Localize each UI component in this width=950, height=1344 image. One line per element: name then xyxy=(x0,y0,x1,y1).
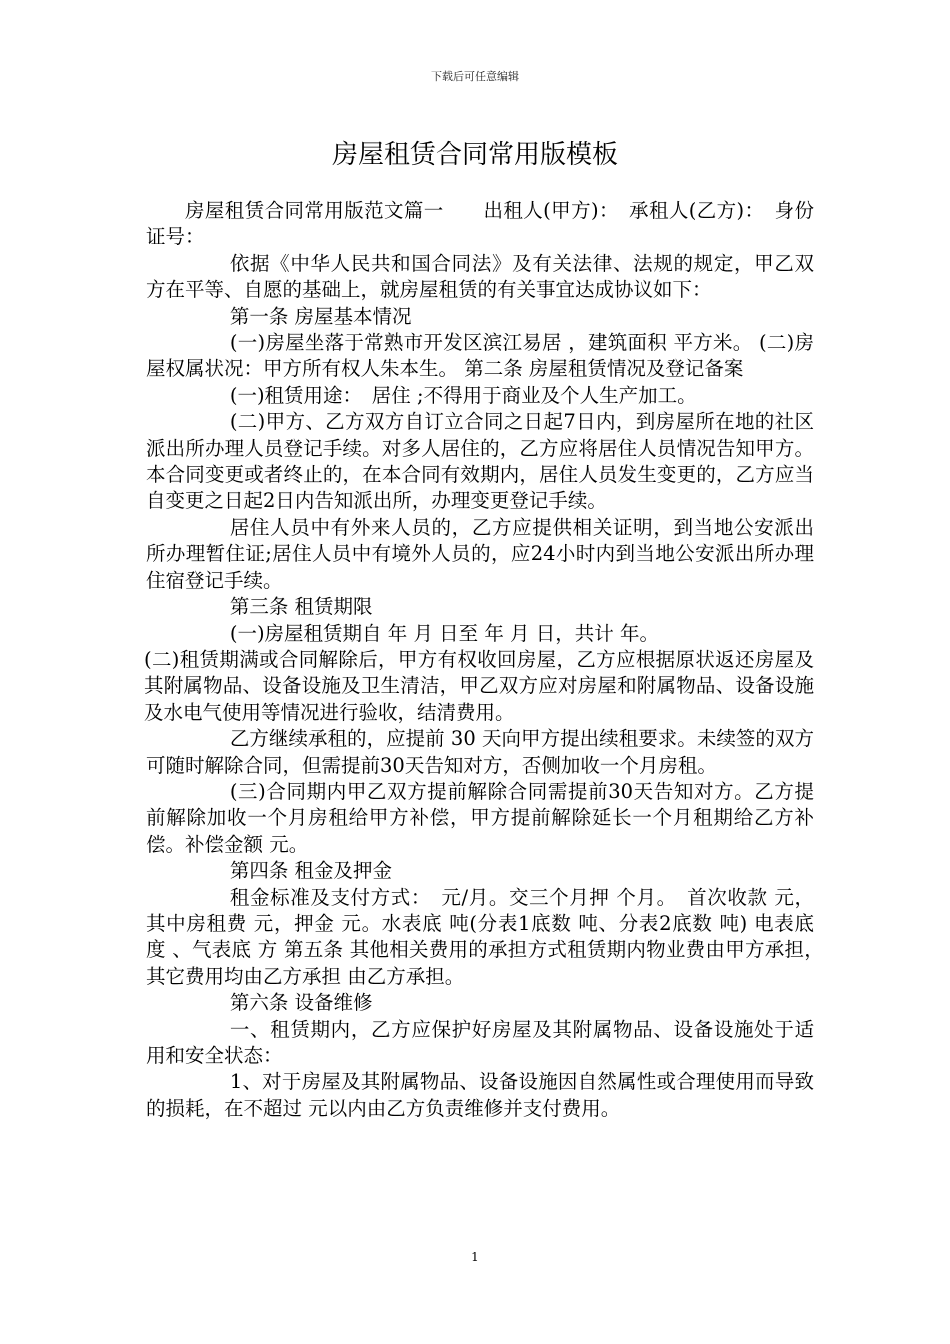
document-title: 房屋租赁合同常用版模板 xyxy=(331,140,618,170)
article-heading-4: 第四条 租金及押金 xyxy=(229,859,393,883)
paragraph-registration: (二)甲方、乙方双方自订立合同之日起7日内，到房屋所在地的社区派出所办理人员登记手续。对多人居住的，乙方应将居住人员情况告知甲方。本合同变更或者终止的，在本合同有效期内，居住人员发生变更的，乙方应当自变更之日起2日内告知派出所，办理变更登记手续。 xyxy=(146,410,814,513)
article-heading-1: 第一条 房屋基本情况 xyxy=(229,304,412,328)
paragraph-intro: 房屋租赁合同常用版范文篇一 出租人(甲方)： 承租人(乙方)： 身份证号： xyxy=(146,199,814,249)
paragraph-rent: 租金标准及支付方式： 元/月。交三个月押 个月。 首次收款 元，其中房租费 元，押金 元。水表底 吨(分表1底数 吨、分表2底数 吨) 电表底 度 、气表底 方 第五条 其他相关费用的承担方式租赁期内物业费由甲方承担， 其它费用均由乙方承担 由乙方承担。 xyxy=(146,885,834,988)
article-heading-6: 第六条 设备维修 xyxy=(229,991,373,1015)
paragraph-expiry: (二)租赁期满或合同解除后，甲方有权收回房屋，乙方应根据原状返还房屋及其附属物品、设备设施及卫生清洁，甲乙双方应对房屋和附属物品、设备设施及水电气使用等情况进行验收，结清费用。 xyxy=(144,647,814,724)
paragraph-renewal: 乙方继续承租的，应提前 30 天向甲方提出续租要求。未续签的双方可随时解除合同，但需提前30天告知对方，否侧加收一个月房租。 xyxy=(146,727,814,777)
paragraph-location: (一)房屋坐落于常熟市开发区滨江易居 ，建筑面积 平方米。 (二)房屋权属状况：甲方所有权人朱本生。 第二条 房屋租赁情况及登记备案 xyxy=(146,331,814,381)
header-note: 下载后可任意编辑 xyxy=(431,70,519,83)
paragraph-basis: 依据《中华人民共和国合同法》及有关法律、法规的规定，甲乙双方在平等、自愿的基础上，就房屋租赁的有关事宜达成协议如下： xyxy=(146,251,814,302)
paragraph-wear: 1、对于房屋及其附属物品、设备设施因自然属性或合理使用而导致的损耗，在不超过 元以内由乙方负责维修并支付费用。 xyxy=(146,1070,814,1120)
article-heading-3: 第三条 租赁期限 xyxy=(229,595,373,619)
page-number: 1 xyxy=(471,1250,479,1264)
document-body xyxy=(144,198,834,1122)
paragraph-residents: 居住人员中有外来人员的，乙方应提供相关证明，到当地公安派出所办理暂住证;居住人员中有境外人员的，应24小时内到当地公安派出所办理住宿登记手续。 xyxy=(146,515,814,592)
paragraph-term: (一)房屋租赁期自 年 月 日至 年 月 日，共计 年。 xyxy=(229,621,659,645)
paragraph-maintenance: 一、租赁期内，乙方应保护好房屋及其附属物品、设备设施处于适用和安全状态： xyxy=(146,1017,814,1067)
paragraph-purpose: (一)租赁用途： 居住 ;不得用于商业及个人生产加工。 xyxy=(229,383,697,407)
paragraph-termination: (三)合同期内甲乙双方提前解除合同需提前30天告知对方。乙方提前解除加收一个月房租给甲方补偿，甲方提前解除延长一个月租期给乙方补偿。补偿金额 元。 xyxy=(146,779,814,856)
